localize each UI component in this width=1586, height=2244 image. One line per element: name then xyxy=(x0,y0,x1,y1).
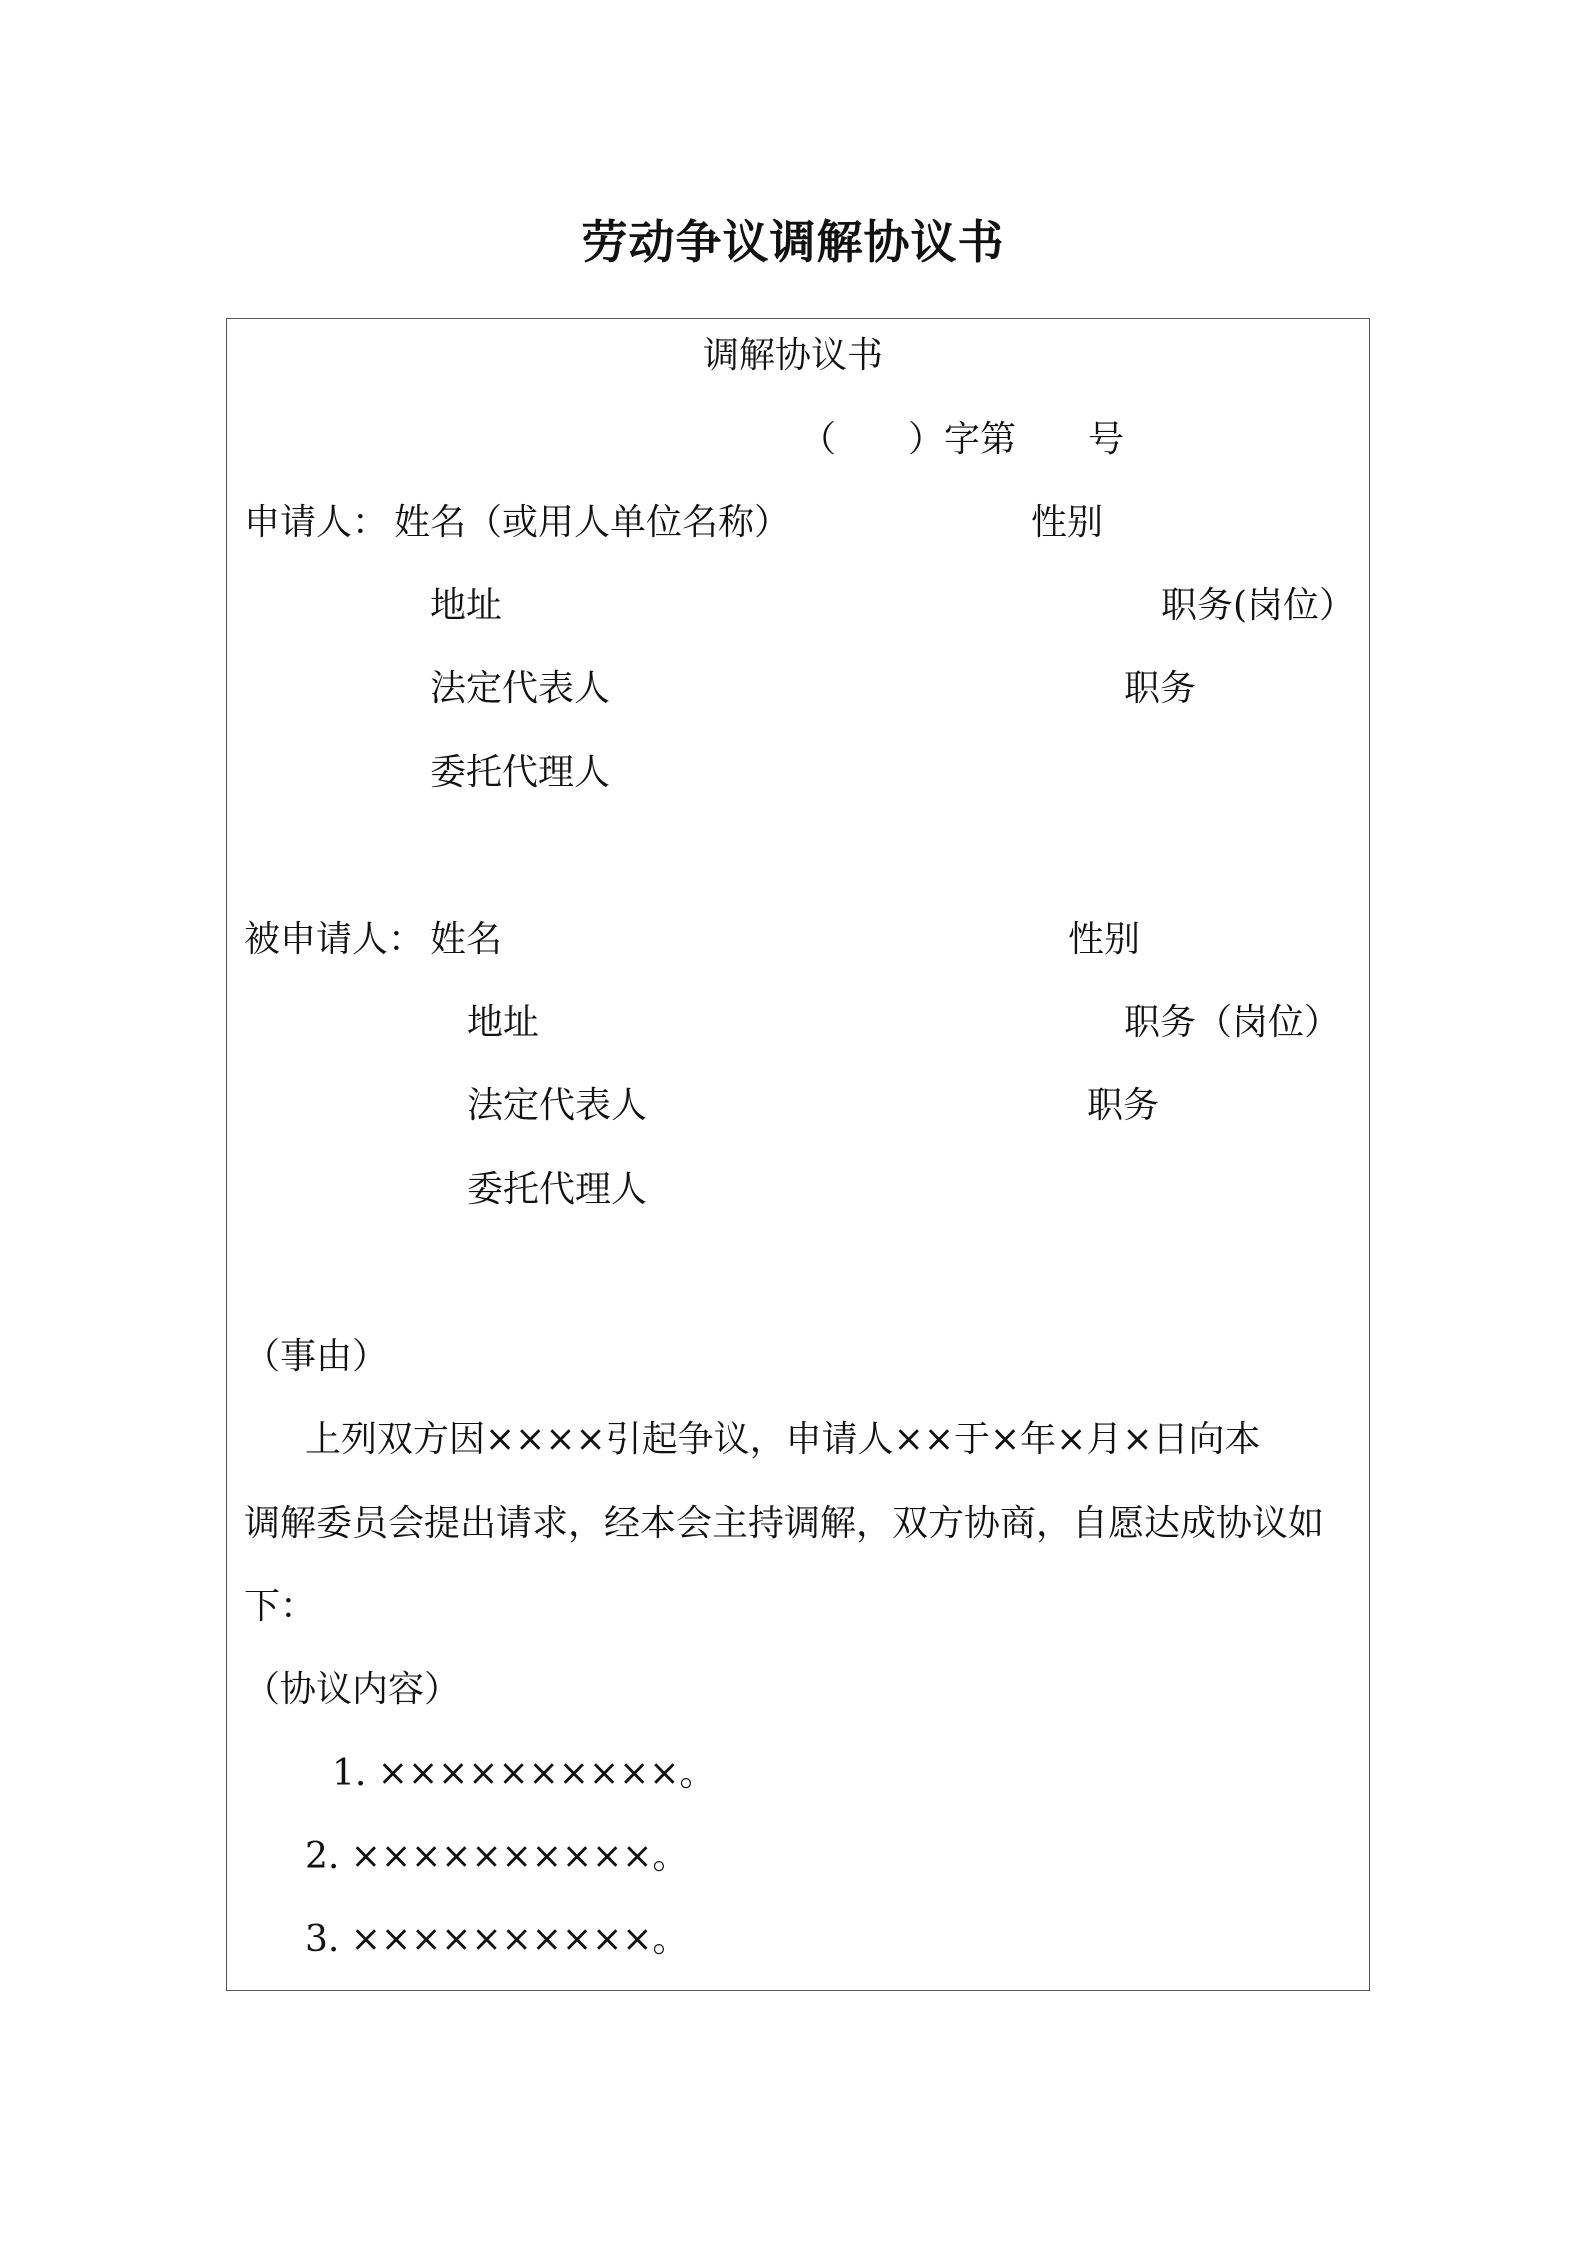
applicant-legal-rep-position-label: 职务 xyxy=(1124,668,1197,709)
applicant-gender-label: 性别 xyxy=(1031,502,1104,543)
body-line-3: 下： xyxy=(244,1586,317,1627)
respondent-name-label: 姓名 xyxy=(430,919,503,960)
case-number: （ ）字第 号 xyxy=(800,419,1125,460)
agreement-frame xyxy=(226,318,1370,1991)
applicant-legal-rep-label: 法定代表人 xyxy=(430,668,611,709)
respondent-gender-label: 性别 xyxy=(1068,919,1141,960)
body-line-1: 上列双方因××××引起争议，申请人××于×年×月×日向本 xyxy=(305,1419,1261,1460)
respondent-position-label: 职务（岗位） xyxy=(1124,1002,1341,1043)
body-line-2: 调解委员会提出请求，经本会主持调解，双方协商，自愿达成协议如 xyxy=(244,1503,1325,1544)
applicant-heading: 申请人： xyxy=(244,502,389,543)
respondent-legal-rep-position-label: 职务 xyxy=(1087,1085,1160,1126)
applicant-address-label: 地址 xyxy=(430,585,503,626)
respondent-legal-rep-label: 法定代表人 xyxy=(467,1085,648,1126)
agreement-item-1: 1. ××××××××××。 xyxy=(332,1753,716,1794)
content-heading: （协议内容） xyxy=(244,1669,461,1710)
reason-heading: （事由） xyxy=(244,1336,389,1377)
applicant-name-label: 姓名（或用人单位名称） xyxy=(394,502,791,543)
agreement-item-2: 2. ××××××××××。 xyxy=(305,1836,689,1877)
agreement-item-3: 3. ××××××××××。 xyxy=(305,1919,689,1960)
respondent-address-label: 地址 xyxy=(467,1002,540,1043)
agreement-subtitle: 调解协议书 xyxy=(702,335,883,376)
respondent-agent-label: 委托代理人 xyxy=(467,1169,648,1210)
applicant-agent-label: 委托代理人 xyxy=(430,752,611,793)
respondent-heading: 被申请人： xyxy=(244,919,425,960)
document-title: 劳动争议调解协议书 xyxy=(581,215,1005,269)
applicant-position-label: 职务(岗位） xyxy=(1161,585,1356,626)
